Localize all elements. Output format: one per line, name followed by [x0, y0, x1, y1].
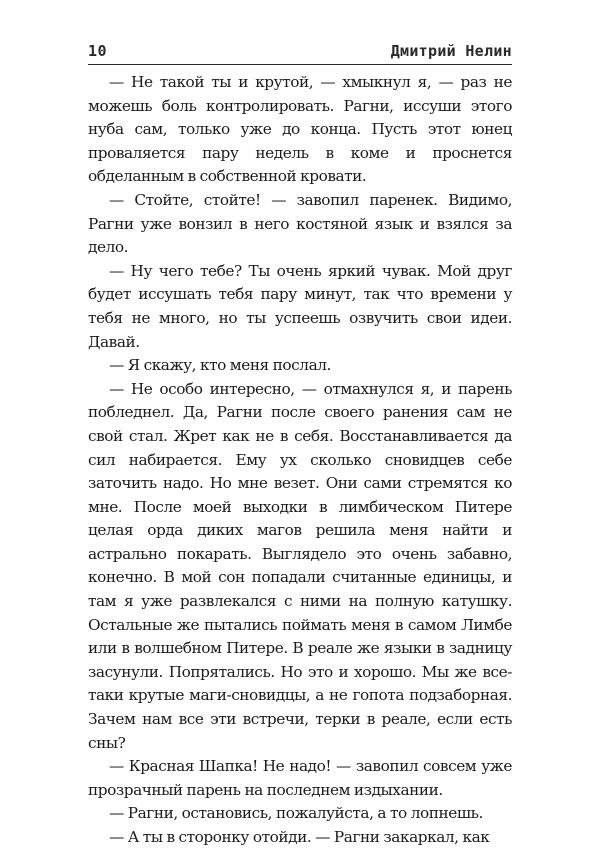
paragraph: — Рагни, остановись, пожалуйста, а то лопнешь. — [109, 804, 483, 823]
running-head-author: Дмитрий Нелин — [390, 42, 512, 60]
paragraph: — А ты в сторонку отойди. — Рагни закаркал, как — [109, 828, 490, 846]
page-number: 10 — [88, 42, 108, 60]
paragraph: — Ну чего тебе? Ты очень яркий чувак. Мой друг будет иссушать тебя пару минут, так что времени у тебя не много, но ты успеешь озвучить свои идеи. Давай. — [88, 261, 512, 351]
paragraph: — Я скажу, кто меня послал. — [109, 356, 331, 375]
body-text — [88, 71, 512, 850]
paragraph: — Красная Шапка! Не надо! — завопил совсем уже прозрачный парень на последнем издыхании. — [88, 757, 512, 799]
paragraph: — Стойте, стойте! — завопил паренек. Видимо, Рагни уже вонзил в него костяной язык и взялся за дело. — [88, 190, 512, 257]
header-rule — [88, 64, 512, 65]
paragraph: — Не такой ты и крутой, — хмыкнул я, — раз не можешь боль контролировать. Рагни, иссуши этого нуба сам, только уже до конца. Пусть этот юнец проваляется пару недель в коме и проснется обделанным в собственной кровати. — [88, 73, 512, 186]
page-header — [88, 38, 512, 62]
paragraph: — Не особо интересно, — отмахнулся я, и парень побледнел. Да, Рагни после своего ранения сам не свой стал. Жрет как не в себя. Восстанавливается да сил набирается. Ему ух сколько сновидцев себе заточить надо. Но мне везет. Они сами стремятся ко мне. После моей выходки в лимбическом Питере целая орда диких магов решила меня найти и астрально покарать. Выглядело это очень забавно, конечно. В мой сон попадали считанные единицы, и там я уже развлекался с ними на полную катушку. Остальные же пытались поймать меня в самом Лимбе или в волшебном Питере. В реале же языки в задницу засунули. Попрятались. Но это и хорошо. Мы же все-таки крутые маги-сновидцы, а не гопота подзаборная. Зачем нам все эти встречи, терки в реале, если есть сны? — [88, 379, 512, 752]
